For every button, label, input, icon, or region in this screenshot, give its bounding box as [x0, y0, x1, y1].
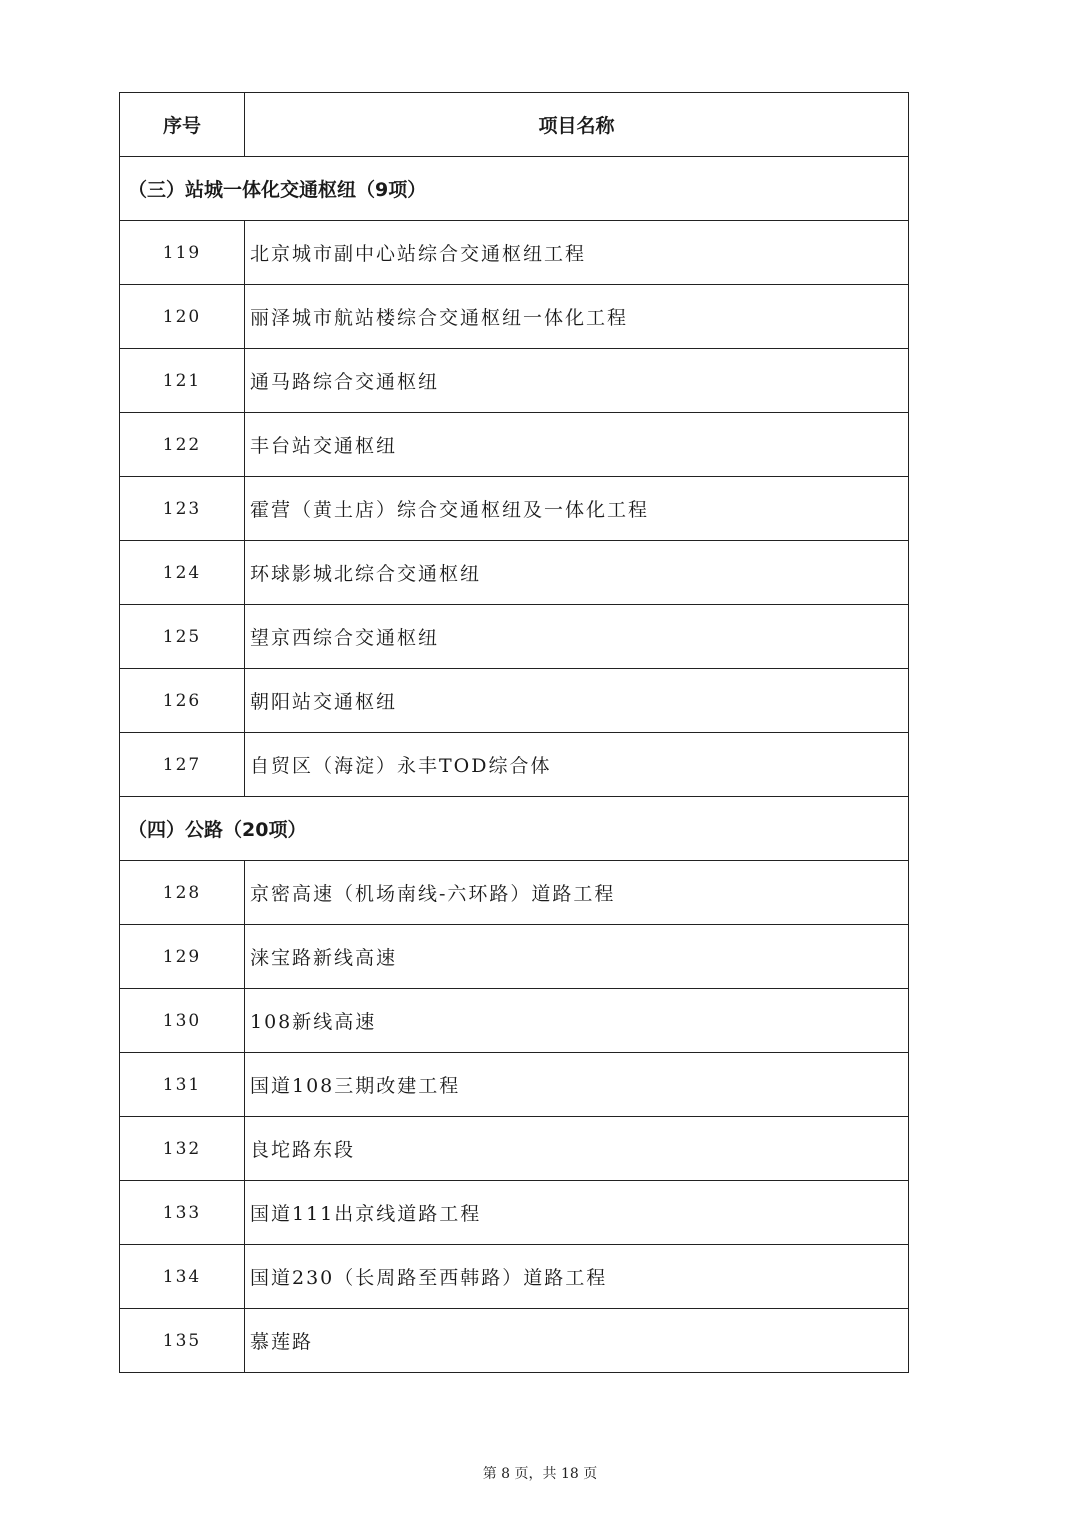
table-row [120, 477, 909, 541]
row-project-name: 朝阳站交通枢纽 [245, 669, 909, 733]
table-row [120, 669, 909, 733]
table-row [120, 221, 909, 285]
row-project-name: 通马路综合交通枢纽 [245, 349, 909, 413]
row-project-name: 望京西综合交通枢纽 [245, 605, 909, 669]
table-row [120, 1053, 909, 1117]
row-serial-number: 122 [120, 413, 245, 477]
row-project-name: 国道111出京线道路工程 [245, 1181, 909, 1245]
header-project-name: 项目名称 [245, 93, 909, 157]
table-row [120, 861, 909, 925]
row-project-name: 涞宝路新线高速 [245, 925, 909, 989]
section-row [120, 797, 909, 861]
project-table [119, 92, 909, 1373]
row-serial-number: 133 [120, 1181, 245, 1245]
row-project-name: 国道230（长周路至西韩路）道路工程 [245, 1245, 909, 1309]
row-serial-number: 119 [120, 221, 245, 285]
page-footer: 第 8 页，共 18 页 [482, 1466, 598, 1482]
table-row [120, 413, 909, 477]
table-row [120, 285, 909, 349]
row-serial-number: 125 [120, 605, 245, 669]
row-serial-number: 134 [120, 1245, 245, 1309]
table-header-row [120, 93, 909, 157]
row-project-name: 慕莲路 [245, 1309, 909, 1373]
row-serial-number: 132 [120, 1117, 245, 1181]
table-row [120, 1309, 909, 1373]
row-serial-number: 121 [120, 349, 245, 413]
row-serial-number: 129 [120, 925, 245, 989]
table-row [120, 925, 909, 989]
row-project-name: 霍营（黄土店）综合交通枢纽及一体化工程 [245, 477, 909, 541]
section-row [120, 157, 909, 221]
table-row [120, 1117, 909, 1181]
row-serial-number: 130 [120, 989, 245, 1053]
project-table-body [120, 93, 909, 1373]
table-row [120, 733, 909, 797]
row-project-name: 自贸区（海淀）永丰TOD综合体 [245, 733, 909, 797]
row-project-name: 丰台站交通枢纽 [245, 413, 909, 477]
table-row [120, 541, 909, 605]
table-row [120, 1181, 909, 1245]
row-project-name: 丽泽城市航站楼综合交通枢纽一体化工程 [245, 285, 909, 349]
section-title: （三）站城一体化交通枢纽（9项） [120, 157, 909, 221]
header-serial-number: 序号 [120, 93, 245, 157]
row-serial-number: 123 [120, 477, 245, 541]
row-project-name: 良坨路东段 [245, 1117, 909, 1181]
row-project-name: 京密高速（机场南线-六环路）道路工程 [245, 861, 909, 925]
section-title: （四）公路（20项） [120, 797, 909, 861]
row-serial-number: 124 [120, 541, 245, 605]
row-serial-number: 128 [120, 861, 245, 925]
table-row [120, 989, 909, 1053]
row-serial-number: 126 [120, 669, 245, 733]
table-row [120, 605, 909, 669]
table-row [120, 349, 909, 413]
row-serial-number: 135 [120, 1309, 245, 1373]
row-project-name: 北京城市副中心站综合交通枢纽工程 [245, 221, 909, 285]
row-serial-number: 127 [120, 733, 245, 797]
row-serial-number: 120 [120, 285, 245, 349]
row-serial-number: 131 [120, 1053, 245, 1117]
row-project-name: 108新线高速 [245, 989, 909, 1053]
row-project-name: 环球影城北综合交通枢纽 [245, 541, 909, 605]
row-project-name: 国道108三期改建工程 [245, 1053, 909, 1117]
table-row [120, 1245, 909, 1309]
